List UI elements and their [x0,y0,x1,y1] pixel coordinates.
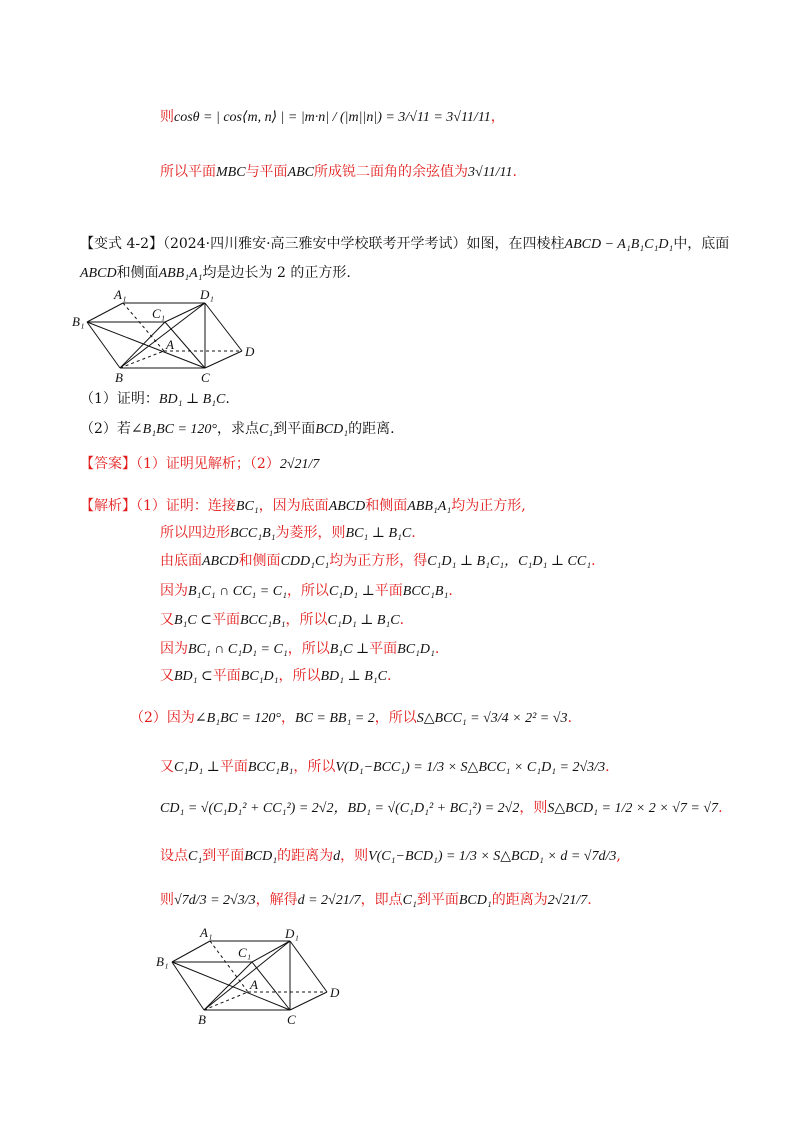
text-fragment: 平面 [374,583,403,599]
math-expression: V(C₁−BCD₁) = 1/3 × S△BCD₁ × d = √7d/3 [368,849,617,864]
text-fragment: 的距离为 [491,892,548,908]
prism-figure-top [70,286,260,386]
text-fragment: ，则 [340,848,369,864]
label-C1: C₁ [152,306,166,321]
math-expression: S△BCD₁ = 1/2 × 2 × √7 = √7 [547,801,719,816]
math-expression: C₁ [188,849,203,864]
label-D1: D₁ [285,926,299,941]
math-expression: C₁D₁ ⊥ [174,760,220,775]
math-expression: BCD₁ [244,849,278,864]
math-expression: √7d/3 = 2√3/3 [174,893,256,908]
text-fragment: 的距离. [348,421,395,437]
text-line-l4 [80,263,351,284]
text-fragment: . [591,553,596,569]
math-expression: BC₁D₁ [240,669,279,684]
text-fragment: . [386,668,392,684]
text-fragment: 设点 [160,848,188,864]
text-fragment: . [399,612,405,628]
text-line-l16 [160,757,610,778]
text-fragment: 又 [160,668,174,684]
label-A: A [250,977,258,992]
math-expression: C₁D₁ ⊥ [328,584,375,599]
text-fragment: 因为 [160,641,188,657]
text-fragment: ，所以 [287,641,330,657]
math-expression: V(D₁−BCC₁) = 1/3 × S△BCC₁ × C₁D₁ = 2√3/3 [335,760,606,775]
text-line-l12 [160,610,404,631]
text-fragment: . [587,892,592,908]
text-fragment: ，所以 [286,583,329,599]
math-expression: BCD₁ [458,893,492,908]
text-line-l9 [160,523,416,544]
math-expression: C₁ [259,422,274,437]
math-expression: BC₁ ∩ C₁D₁ = C₁ [188,642,288,657]
math-expression: 3√11/11 [468,165,513,180]
label-B1: B₁ [156,954,169,969]
math-expression: d = 2√21/7 [297,893,361,908]
text-fragment: 所成锐二面角的余弦值为 [314,164,469,180]
prism-figure-bottom [152,924,352,1030]
math-expression: cosθ = | cos⟨m, n⟩ | = |m·n| / (|m||n|) = 3/√11 = 3√11/11 [174,110,491,125]
label-D1: D₁ [200,287,214,302]
label-B1: B₁ [72,314,85,329]
text-fragment: . [605,759,610,775]
text-fragment: 所以平面 [160,164,216,180]
text-fragment: 因为 [160,583,188,599]
math-expression: C₁D₁ ⊥ B₁C₁，C₁D₁ ⊥ CC₁ [427,554,592,569]
text-fragment: ，所以 [293,759,336,775]
text-fragment: 则 [160,109,174,125]
text-line-l13 [160,639,439,660]
text-fragment: 均为正方形, [451,498,526,514]
math-expression: CD₁ = √(C₁D₁² + CC₁²) = 2√2，BD₁ = √(C₁D₁² + BC₁²) = 2√2 [160,801,520,816]
text-fragment: 和侧面 [116,265,159,281]
text-fragment: 平面 [212,668,241,684]
text-fragment: 平面 [212,612,240,628]
label-A: A [166,337,174,352]
text-fragment: ，解得 [255,892,298,908]
math-expression: BCD₁ [315,422,349,437]
text-fragment: ，即点 [360,892,403,908]
label-A1: A₁ [200,925,213,940]
text-line-l3 [80,234,729,255]
text-fragment: 又 [160,612,174,628]
math-expression: ABCD [328,499,366,514]
math-expression: ABC [287,165,315,180]
text-line-l17 [160,798,723,819]
math-expression: BD₁ ⊥ B₁C [158,392,226,407]
text-fragment: ，所以 [278,668,321,684]
text-fragment: 【答案】（1）证明见解析；（2） [80,456,280,472]
text-fragment: 【变式 4-2】（2024·四川雅安·高三雅安中学校联考开学考试）如图，在四棱柱 [80,236,565,252]
text-fragment: . [434,641,440,657]
math-expression: 2√21/7 [279,457,320,472]
text-fragment: ，所以 [374,710,417,726]
text-fragment: . [512,164,517,180]
math-expression: S△BCC₁ = √3/4 × 2² = √3 [416,711,568,726]
math-expression: C₁ [402,893,417,908]
math-expression: 2√21/7 [547,893,588,908]
math-expression: C₁D₁ ⊥ B₁C [327,613,400,628]
text-fragment: 【解析】（1）证明：连接 [80,498,236,514]
label-D: D [245,344,255,359]
text-fragment: ，则 [519,800,548,816]
text-fragment: 的距离为 [277,848,334,864]
text-fragment: （2）若 [80,421,131,437]
math-expression: ABCD − A₁B₁C₁D₁ [564,237,674,252]
text-fragment: ， [490,109,505,125]
text-line-l7 [80,454,319,475]
math-expression: d [333,849,341,864]
math-expression: B₁C ⊂ [174,613,212,628]
text-line-l18 [160,846,621,867]
text-fragment: , [616,848,621,864]
text-line-l6 [80,419,395,440]
text-line-l19 [160,890,592,911]
text-fragment: . [448,583,453,599]
math-expression: ABB₁A₁ [158,266,203,281]
label-B: B [198,1012,206,1027]
text-line-l1 [160,107,505,128]
math-expression: BD₁ ⊥ B₁C [320,669,387,684]
math-expression: BCC₁B₁ [402,584,449,599]
text-fragment: 与平面 [245,164,288,180]
text-fragment: 中，底面 [673,236,730,252]
text-line-l2 [160,162,517,183]
text-fragment: 均为正方形，得 [329,553,428,569]
text-fragment: 到平面 [202,848,245,864]
label-D: D [330,985,340,1000]
text-fragment: . [225,391,230,407]
math-expression: BC = BB₁ = 2 [295,711,375,726]
math-expression: ∠B₁BC = 120° [130,422,218,437]
math-expression: ABCD [80,266,117,281]
text-fragment: ，因为底面 [258,498,329,514]
label-B: B [115,370,123,385]
text-fragment: ， [281,710,296,726]
math-expression: ABCD [202,554,239,569]
math-expression: ABB₁A₁ [407,499,452,514]
text-fragment: 由底面 [160,553,202,569]
math-expression: ∠B₁BC = 120° [194,711,282,726]
math-expression: BC₁ [235,499,259,514]
label-C: C [287,1012,296,1027]
math-expression: BC₁ ⊥ B₁C [345,526,412,541]
math-expression: BCC₁B₁ [240,613,286,628]
text-fragment: 又 [160,759,174,775]
text-fragment: （1）证明： [80,391,159,407]
math-expression: BCC₁B₁ [247,760,294,775]
text-fragment: . [718,800,723,816]
label-A1: A₁ [114,287,127,302]
text-fragment: 平面 [219,759,248,775]
text-line-l5 [80,389,230,410]
text-fragment: 到平面 [273,421,316,437]
text-fragment: 平面 [369,641,398,657]
math-expression: BCC₁B₁ [230,526,276,541]
text-fragment: . [411,525,416,541]
math-expression: BC₁D₁ [397,642,435,657]
label-C1: C₁ [238,945,252,960]
text-line-l11 [160,581,453,602]
text-fragment: 和侧面 [238,553,281,569]
text-line-l10 [160,551,596,572]
text-fragment: 为菱形，则 [275,525,346,541]
text-fragment: 则 [160,892,174,908]
label-C: C [201,370,210,385]
text-line-l8 [80,496,526,517]
math-expression: CDD₁C₁ [280,554,330,569]
text-fragment: 均是边长为 2 的正方形. [202,265,351,281]
math-expression: B₁C ⊥ [329,642,370,657]
math-expression: MBC [216,165,246,180]
text-line-l14 [160,666,391,687]
text-fragment: ，求点 [217,421,260,437]
text-line-l15 [130,708,572,729]
text-fragment: 和侧面 [365,498,408,514]
text-fragment: . [567,710,572,726]
math-expression: B₁C₁ ∩ CC₁ = C₁ [188,584,287,599]
text-fragment: ，所以 [285,612,328,628]
text-fragment: （2）因为 [130,710,195,726]
text-fragment: 到平面 [416,892,459,908]
math-expression: BD₁ ⊂ [174,669,213,684]
text-fragment: 所以四边形 [160,525,230,541]
